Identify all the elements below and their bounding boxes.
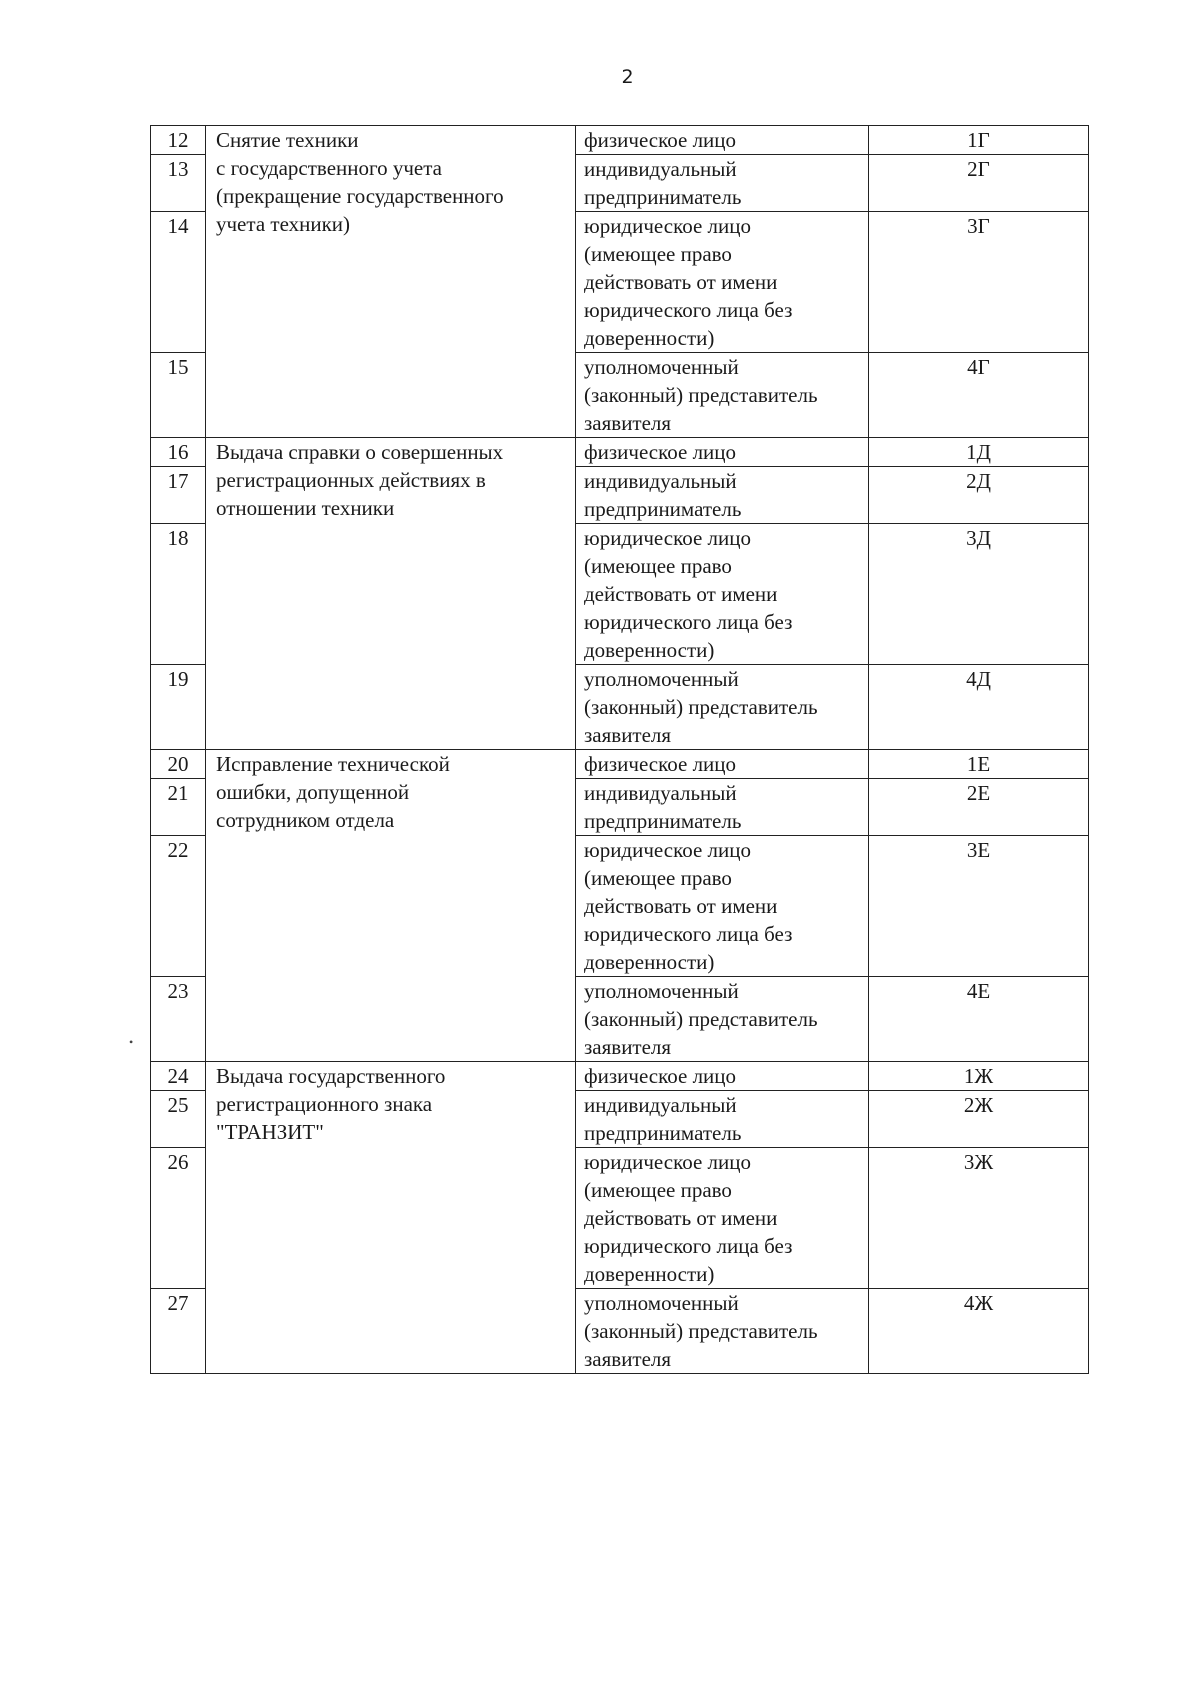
row-number: 12: [151, 126, 206, 155]
applicant-type: физическое лицо: [576, 750, 869, 779]
applicant-code: 2Е: [869, 779, 1089, 836]
services-table: [150, 125, 1089, 1374]
table-row: [151, 126, 1089, 155]
applicant-code: 3Г: [869, 212, 1089, 353]
applicant-type: уполномоченный (законный) представитель заявителя: [576, 665, 869, 750]
applicant-type: юридическое лицо (имеющее право действовать от имени юридического лица без доверенности): [576, 1148, 869, 1289]
applicant-type: индивидуальный предприниматель: [576, 779, 869, 836]
service-name: Исправление технической ошибки, допущенной сотрудником отдела: [206, 750, 576, 1062]
row-number: 25: [151, 1091, 206, 1148]
applicant-code: 2Г: [869, 155, 1089, 212]
service-name: Снятие техники с государственного учета (прекращение государственного учета техники): [206, 126, 576, 438]
table-row: [151, 1062, 1089, 1091]
row-number: 23: [151, 977, 206, 1062]
applicant-code: 2Д: [869, 467, 1089, 524]
applicant-type: уполномоченный (законный) представитель заявителя: [576, 353, 869, 438]
page-number: 2: [621, 66, 634, 88]
row-number: 20: [151, 750, 206, 779]
service-name: Выдача справки о совершенных регистрационных действиях в отношении техники: [206, 438, 576, 750]
applicant-type: индивидуальный предприниматель: [576, 1091, 869, 1148]
row-number: 17: [151, 467, 206, 524]
row-number: 14: [151, 212, 206, 353]
applicant-code: 3Е: [869, 836, 1089, 977]
applicant-code: 1Г: [869, 126, 1089, 155]
applicant-type: физическое лицо: [576, 126, 869, 155]
table-row: [151, 750, 1089, 779]
row-number: 18: [151, 524, 206, 665]
row-number: 26: [151, 1148, 206, 1289]
applicant-code: 4Е: [869, 977, 1089, 1062]
applicant-type: уполномоченный (законный) представитель заявителя: [576, 1289, 869, 1374]
applicant-code: 1Д: [869, 438, 1089, 467]
applicant-type: физическое лицо: [576, 1062, 869, 1091]
applicant-code: 3Д: [869, 524, 1089, 665]
row-number: 22: [151, 836, 206, 977]
row-number: 15: [151, 353, 206, 438]
applicant-type: индивидуальный предприниматель: [576, 155, 869, 212]
row-number: 27: [151, 1289, 206, 1374]
applicant-code: 4Г: [869, 353, 1089, 438]
applicant-type: индивидуальный предприниматель: [576, 467, 869, 524]
scan-speck: •: [129, 1035, 134, 1049]
services-table-body: [151, 126, 1089, 1374]
service-name: Выдача государственного регистрационного знака "ТРАНЗИТ": [206, 1062, 576, 1374]
applicant-code: 2Ж: [869, 1091, 1089, 1148]
applicant-code: 3Ж: [869, 1148, 1089, 1289]
applicant-type: физическое лицо: [576, 438, 869, 467]
row-number: 13: [151, 155, 206, 212]
row-number: 19: [151, 665, 206, 750]
table-row: [151, 438, 1089, 467]
applicant-code: 4Д: [869, 665, 1089, 750]
applicant-type: юридическое лицо (имеющее право действовать от имени юридического лица без доверенности): [576, 212, 869, 353]
applicant-code: 4Ж: [869, 1289, 1089, 1374]
applicant-code: 1Ж: [869, 1062, 1089, 1091]
row-number: 21: [151, 779, 206, 836]
row-number: 24: [151, 1062, 206, 1091]
applicant-type: юридическое лицо (имеющее право действовать от имени юридического лица без доверенности): [576, 836, 869, 977]
row-number: 16: [151, 438, 206, 467]
applicant-type: юридическое лицо (имеющее право действовать от имени юридического лица без доверенности): [576, 524, 869, 665]
applicant-code: 1Е: [869, 750, 1089, 779]
applicant-type: уполномоченный (законный) представитель заявителя: [576, 977, 869, 1062]
